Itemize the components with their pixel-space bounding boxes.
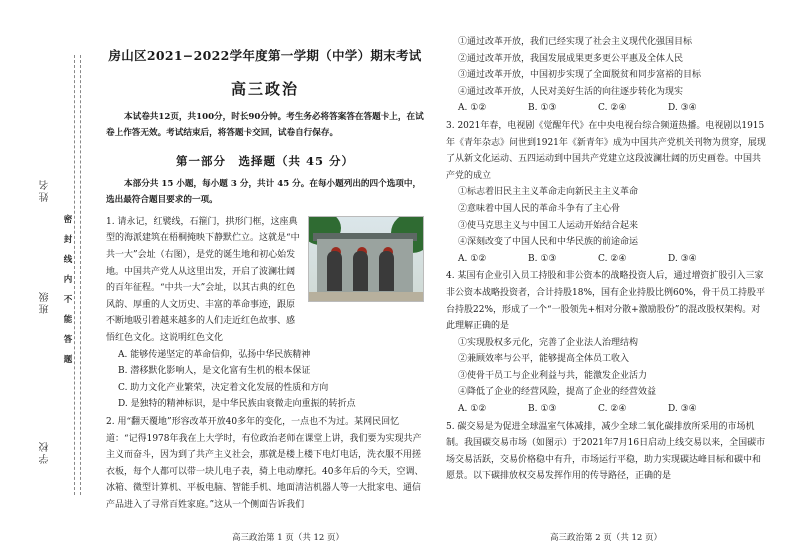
- q4-statement-2: ②兼顾效率与公平，能够提高全体员工收入: [458, 354, 630, 365]
- q4-statement-3: ③使骨干员工与企业利益与共，能激发企业活力: [458, 370, 648, 381]
- school-field-label: 学校: [40, 440, 51, 464]
- binding-margin: [0, 0, 92, 549]
- q3-statement-2: ②意味着中国人民的革命斗争有了主心骨: [458, 203, 621, 214]
- q4-choice-d[interactable]: D. ③④: [668, 404, 697, 415]
- question-5-stem: 5. 碳交易是为促进全球温室气体减排，减少全球二氧化碳排放所采用的市场机制。我国碳交易市场（如图示）于2021年7月16日启动上线交易以来，全国碳市场交易活跃，交易价格稳中有升，市场运行平稳，助力实现碳达峰目标和碳中和愿景。以下碳排放权交易发挥作用的传导路径，正确的是: [446, 421, 766, 482]
- question-4-stem: 4. 某国有企业引入员工持股和非公资本的战略投资人后，通过增资扩股引入三家非公资本战略投资者，合计持股18%，国有企业持股比例60%，骨干员工持股平台持股22%，形成了一个“一股领先+相对分散+激励股份”的混改股权架构。对此理解正确的是: [446, 271, 766, 332]
- question-2-continued: [446, 34, 766, 117]
- seal-warning: 密 封 线 内 不 能 答 题: [62, 210, 74, 370]
- q2-statement-2: ②通过改革开放，我国发展成果更多更公平惠及全体人民: [458, 53, 684, 64]
- q3-statement-3: ③使马克思主义与中国工人运动开始结合起来: [458, 220, 639, 231]
- name-field-label: 姓名: [40, 178, 51, 202]
- q1-option-b[interactable]: B. 潜移默化影响人，是文化富有生机的根本保证: [118, 366, 311, 377]
- class-field-label: 班级: [40, 290, 51, 314]
- q3-choice-b[interactable]: B. ①③: [528, 253, 557, 264]
- page-1-footer: 高三政治第 1 页（共 12 页）: [232, 533, 345, 543]
- q4-choice-a[interactable]: A. ①②: [458, 404, 487, 415]
- q1-option-c[interactable]: C. 助力文化产业繁荣，决定着文化发展的性质和方向: [118, 382, 329, 393]
- seal-line-dashed: [74, 55, 75, 495]
- question-2-stem: 2. 用“翻天覆地”形容改革开放40多年的变化，一点也不为过。某网民回忆道：“记得1978年我在上大学时，有位政治老师在课堂上讲，我们要为实现共产主义而奋斗，因为到了共产主义社会，那就是楼上楼下电灯电话，洗衣服不用搓衣板，每个人都可以带一块儿电子表，骑上电动摩托。40多年后的今天，空调、冰箱、微型计算机、平板电脑、智能手机、地面清洁机器人等一大批家电、通信产品进入了寻常百姓家庭。”这从一个侧面告诉我们: [106, 416, 424, 510]
- part-intro: 本部分共 15 小题，每小题 3 分，共计 45 分。在每小题列出的四个选项中，选出最符合题目要求的一项。: [106, 178, 422, 205]
- question-3: [446, 118, 766, 267]
- q3-statement-1: ①标志着旧民主主义革命走向新民主主义革命: [458, 187, 639, 198]
- page-2-footer: 高三政治第 2 页（共 12 页）: [550, 533, 663, 543]
- question-1: [106, 214, 424, 413]
- question-2: [106, 414, 424, 514]
- q3-choice-c[interactable]: C. ②④: [598, 253, 627, 264]
- q4-choice-b[interactable]: B. ①③: [528, 404, 557, 415]
- q1-option-d[interactable]: D. 是独特的精神标识，是中华民族由衰微走向重振的转折点: [118, 399, 356, 410]
- q4-choice-c[interactable]: C. ②④: [598, 404, 627, 415]
- question-3-stem: 3. 2021年春，电视剧《觉醒年代》在中央电视台综合频道热播。电视剧以1915年《青年杂志》问世到1921年《新青年》成为中国共产党机关刊物为贯穿，展现了从新文化运动、五四运动到中国共产党建立这段波澜壮阔的历史画卷。中国共产党的成立: [446, 120, 766, 181]
- page-1-column: [106, 44, 424, 514]
- q1-option-a[interactable]: A. 能够传递坚定的革命信仰，弘扬中华民族精神: [118, 349, 311, 360]
- q2-choice-c[interactable]: C. ②④: [598, 103, 627, 114]
- q2-choices: [446, 100, 766, 117]
- q2-statement-4: ④通过改革开放，人民对美好生活的向往逐步转化为现实: [458, 86, 684, 97]
- q4-statement-1: ①实现股权多元化，完善了企业法人治理结构: [458, 337, 639, 348]
- q2-choice-d[interactable]: D. ③④: [668, 103, 697, 114]
- exam-title: 房山区2021−2022学年度第一学期（中学）期末考试: [108, 48, 422, 63]
- site-photo: [308, 216, 424, 302]
- q2-choice-b[interactable]: B. ①③: [528, 103, 557, 114]
- exam-notice: 本试卷共12页，共100分，时长90分钟。考生务必将答案答在答题卡上，在试卷上作答无效。考试结束后，将答题卡交回，试卷自行保存。: [106, 112, 424, 139]
- question-4: [446, 268, 766, 417]
- subject-title: 高三政治: [230, 79, 299, 98]
- question-1-stem: 1. 请永记，红襞线，石箍门，拱形门框，这座典型的海派建筑在梧桐掩映下静默伫立。这就是“中共一大”会址（右图），是党的诞生地和初心始发地。中国共产党人从这里出发，开启了波澜壮阔的百年征程。“中共一大”会址，以其古典的红色风韵、厚重的人文历史、丰富的革命事迹，跟原不断地吸引着越来越多的人们走近红色故事、感悟红色文化。这说明红色文化: [106, 216, 300, 343]
- page-2-column: [446, 34, 766, 486]
- q2-choice-a[interactable]: A. ①②: [458, 103, 487, 114]
- q3-choices: [446, 251, 766, 268]
- seal-line-dashed-2: [80, 55, 81, 495]
- q3-choice-a[interactable]: A. ①②: [458, 253, 487, 264]
- q3-choice-d[interactable]: D. ③④: [668, 253, 697, 264]
- part-title: 第一部分 选择题（共 45 分）: [175, 154, 354, 169]
- q4-statement-4: ④降低了企业的经营风险，提高了企业的经营效益: [458, 387, 657, 398]
- q2-statement-1: ①通过改革开放，我们已经实现了社会主义现代化强国目标: [458, 37, 693, 47]
- q4-choices: [446, 401, 766, 418]
- question-5: [446, 419, 766, 485]
- q3-statement-4: ④深刻改变了中国人民和中华民族的前途命运: [458, 237, 639, 248]
- q2-statement-3: ③通过改革开放，中国初步实现了全面脱贫和同步富裕的目标: [458, 70, 702, 81]
